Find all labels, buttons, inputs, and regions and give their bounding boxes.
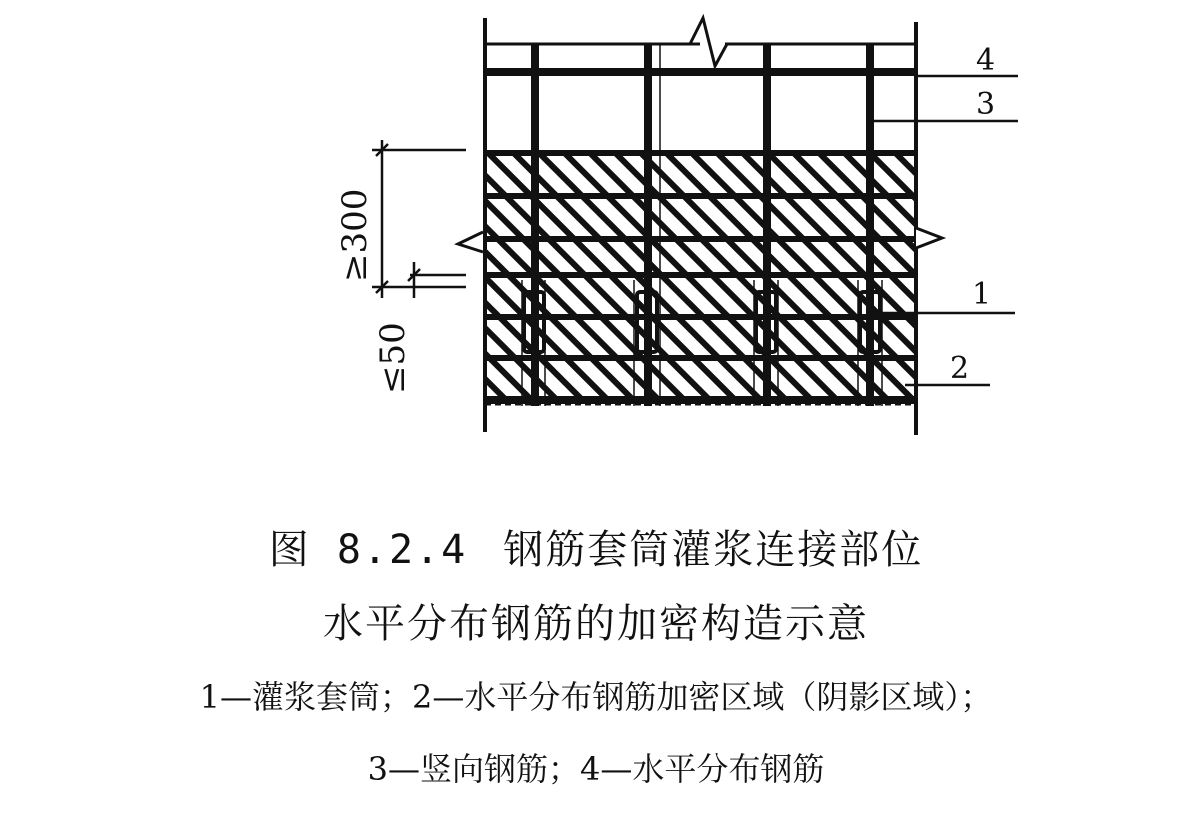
callout-1-label: 1 <box>972 277 992 312</box>
callout-4-label: 4 <box>976 43 996 78</box>
figure-caption-subtitle: 水平分布钢筋的加密构造示意 <box>323 601 869 647</box>
horizontal-rebar-4 <box>485 68 916 76</box>
callout-2-label: 2 <box>950 351 970 386</box>
figure-number: 图 8.2.4 <box>268 527 468 573</box>
legend-line-1: 1—灌浆套筒；2—水平分布钢筋加密区域（阴影区域）； <box>199 678 993 716</box>
dimension-lines <box>372 140 466 298</box>
legend-line-2: 3—竖向钢筋；4—水平分布钢筋 <box>367 750 825 788</box>
figure-caption-title <box>0 518 1192 575</box>
figure-title: 钢筋套筒灌浆连接部位 <box>503 527 924 573</box>
callout-3-label: 3 <box>976 87 996 122</box>
dimension-dense-zone-label: ≥300 <box>335 188 375 282</box>
dimension-sleeve-offset-label: ≤50 <box>373 322 413 394</box>
